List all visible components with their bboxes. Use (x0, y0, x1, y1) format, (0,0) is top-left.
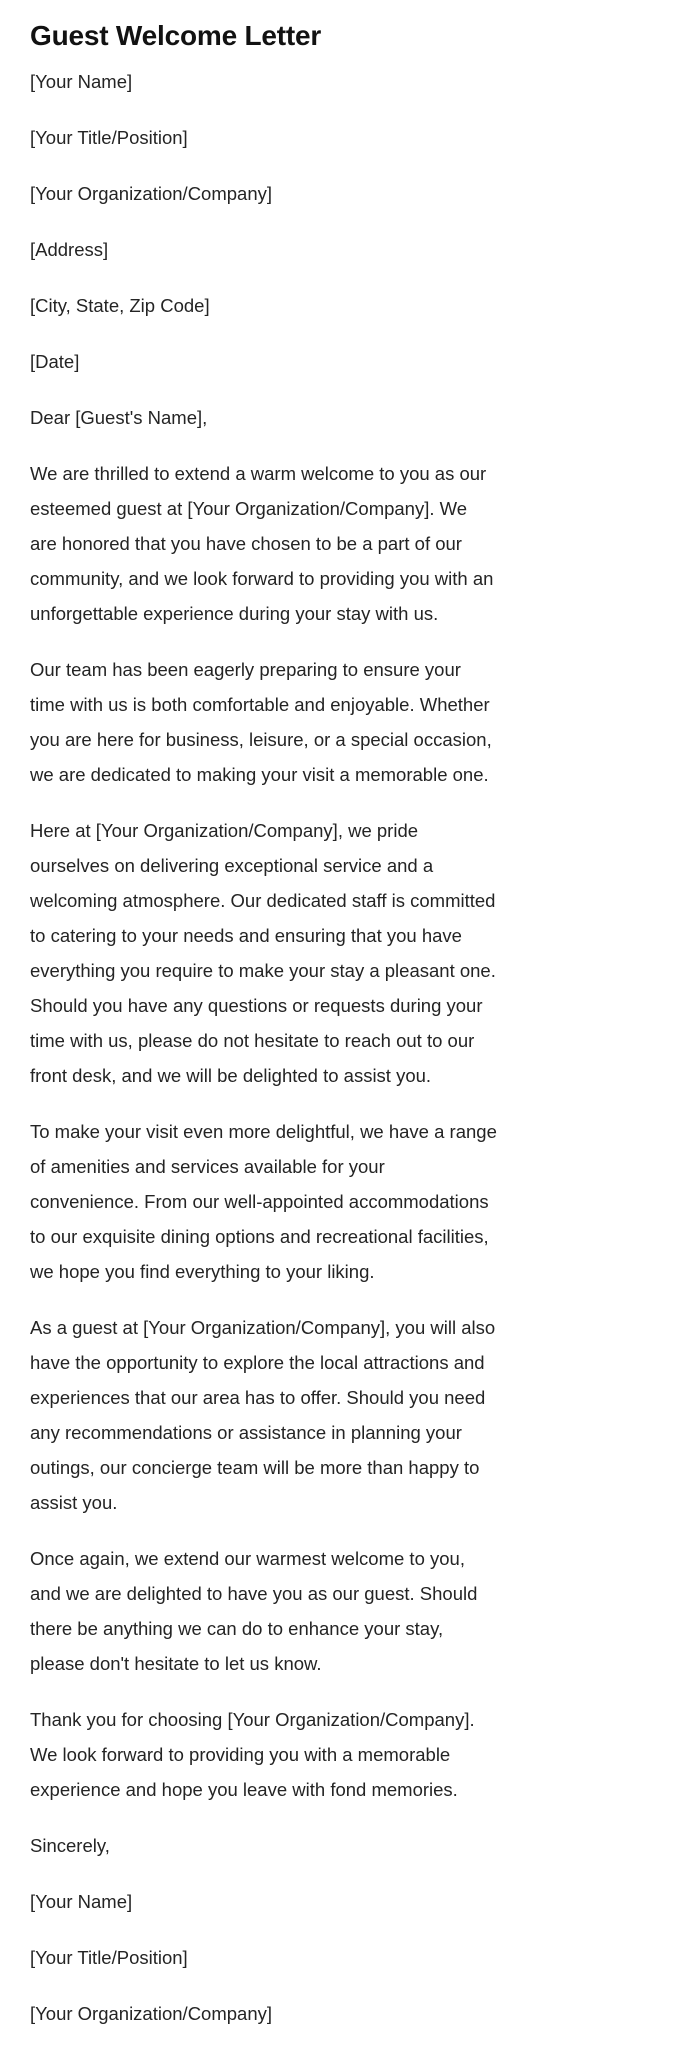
signature-line-title-position: [Your Title/Position] (30, 1947, 188, 1968)
salutation: Dear [Guest's Name], (30, 407, 208, 428)
letter-paragraph: Thank you for choosing [Your Organization/Company]. We look forward to providing you with a memorable experience and hope you leave with fond memories. (30, 1709, 475, 1800)
letter-line-title-position: [Your Title/Position] (30, 127, 188, 148)
letter-paragraph: Once again, we extend our warmest welcome to you, and we are delighted to have you as our guest. Should there be anything we can do to enhance your stay, please don't hesitate to let us know. (30, 1548, 478, 1674)
letter-line-address: [Address] (30, 239, 109, 260)
letter-paragraph: As a guest at [Your Organization/Company], you will also have the opportunity to explore the local attractions and experiences that our area has to offer. Should you need any recommendations or assistance in planning your outings, our concierge team will be more than happy to assist you. (30, 1317, 496, 1513)
letter-paragraph: Here at [Your Organization/Company], we pride ourselves on delivering exceptional service and a welcoming atmosphere. Our dedicated staff is committed to catering to your needs and ensuring that you have everything you require to make your stay a pleasant one. Should you have any questions or requests during your time with us, please do not hesitate to reach out to our front desk, and we will be delighted to assist you. (30, 820, 496, 1086)
signature-line-name: [Your Name] (30, 1891, 133, 1912)
letter-paragraph: To make your visit even more delightful, we have a range of amenities and services available for your convenience. From our well-appointed accommodations to our exquisite dining options and recreational facilities, we hope you find everything to your liking. (30, 1121, 497, 1282)
signature-line-organization: [Your Organization/Company] (30, 2003, 273, 2024)
letter-line-organization: [Your Organization/Company] (30, 183, 273, 204)
letter-line-name: [Your Name] (30, 71, 133, 92)
letter-body (30, 18, 498, 2031)
letter-line-city-state-zip: [City, State, Zip Code] (30, 295, 210, 316)
letter-paragraph: Our team has been eagerly preparing to ensure your time with us is both comfortable and enjoyable. Whether you are here for business, leisure, or a special occasion, we are dedicated to making your visit a memorable one. (30, 659, 492, 785)
page-title: Guest Welcome Letter (30, 20, 322, 51)
letter-line-date: [Date] (30, 351, 80, 372)
closing: Sincerely, (30, 1835, 110, 1856)
letter-paragraph: We are thrilled to extend a warm welcome to you as our esteemed guest at [Your Organization/Company]. We are honored that you have chosen to be a part of our community, and we look forward to providing you with an unforgettable experience during your stay with us. (30, 463, 494, 624)
